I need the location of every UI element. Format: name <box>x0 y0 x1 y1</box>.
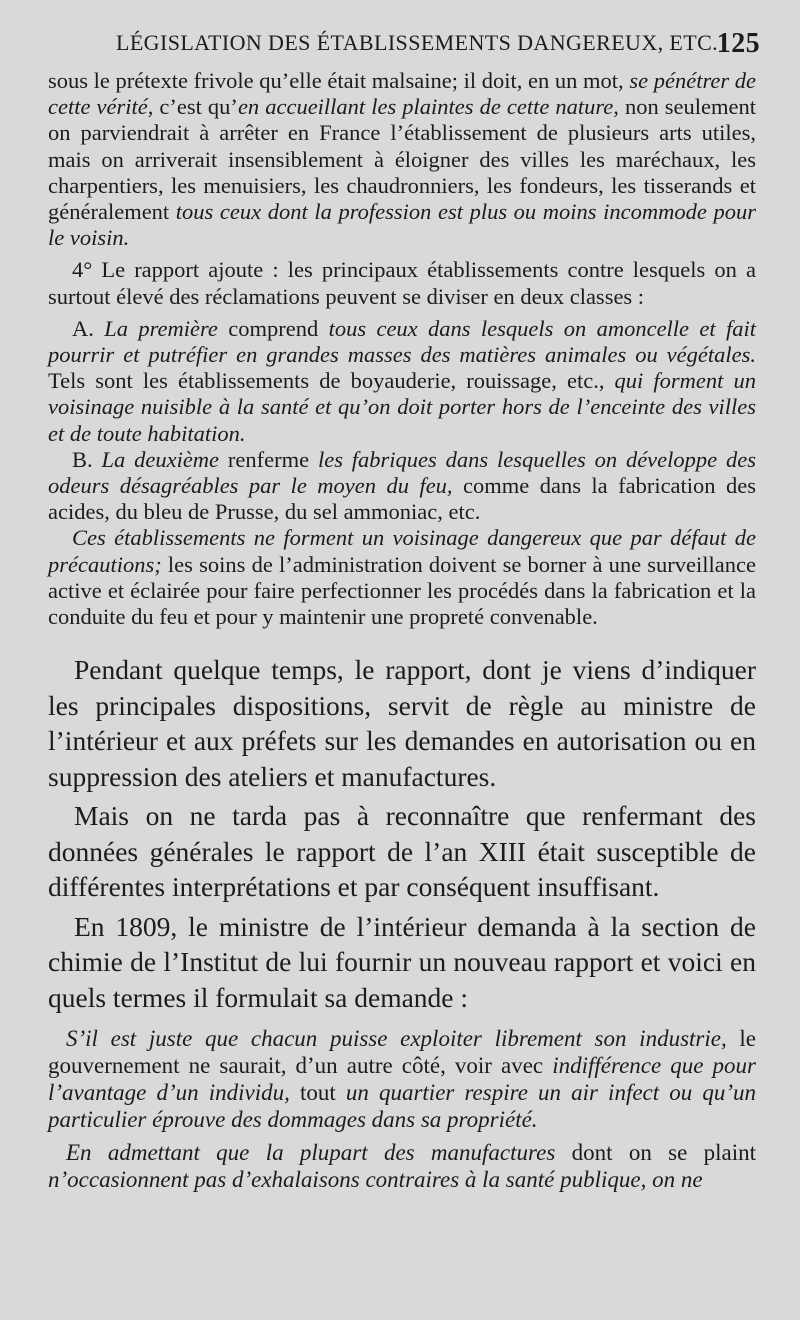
paragraph-rapport-regle: Pendant quelque temps, le rapport, dont je viens d’indiquer les principales dispositions, servit de règle au ministre de l’intérieur et aux préfets sur les demandes en autorisation ou en suppression des ateliers et manufactures. <box>48 654 756 792</box>
small-print-section <box>48 68 756 630</box>
paragraph-point-4: 4° Le rapport ajoute : les principaux établissements contre lesquels on a surtout élevé des réclamations peuvent se diviser en deux classes : <box>48 257 756 309</box>
page-number: 125 <box>716 28 760 59</box>
paragraph-quote-industrie: S’il est juste que chacun puisse exploiter librement son industrie, le gouvernement ne saurait, d’un autre côté, voir avec indifférence que pour l’avantage d’un individu, tout un quartier respire un air infect ou qu’un particulier éprouve des dommages dans sa propriété. <box>48 1026 757 1133</box>
running-header <box>116 30 760 66</box>
paragraph-quote-manufactures: En admettant que la plupart des manufactures dont on se plaint n’occasionnent pas d’exhalaisons contraires à la santé publique, on ne <box>48 1140 756 1193</box>
paragraph-continuation: sous le prétexte frivole qu’elle était malsaine; il doit, en un mot, se pénétrer de cette vérité, c’est qu’en accueillant les plaintes de cette nature, non seulement on parviendrait à arrêter en France l’établissement de plusieurs arts utiles, mais on arriverait insensiblement à éloigner des villes les maréchaux, les charpentiers, les menuisiers, les chaudronniers, les fondeurs, les tisserands et généralement tous ceux dont la profession est plus ou moins incommode pour le voisin. <box>48 68 757 251</box>
paragraph-class-b: B. La deuxième renferme les fabriques dans lesquelles on développe des odeurs désagréables par le moyen du feu, comme dans la fabrication des acides, du bleu de Prusse, du sel ammoniac, etc. <box>48 446 756 525</box>
paragraph-1809: En 1809, le ministre de l’intérieur demanda à la section de chimie de l’Institut de lui fournir un nouveau rapport et voici en quels termes il formulait sa demande : <box>48 910 756 1013</box>
quoted-request-section <box>48 1025 756 1193</box>
main-text-section <box>48 652 756 1015</box>
paragraph-insuffisant: Mais on ne tarda pas à reconnaître que renfermant des données générales le rapport de l’an XIII était susceptible de différentes interprétations et par conséquent insuffisant. <box>48 800 756 903</box>
paragraph-precautions: Ces établissements ne forment un voisinage dangereux que par défaut de précautions; les soins de l’administration doivent se borner à une surveillance active et éclairée pour faire perfectionner les procédés dans la fabrication et la conduite du feu et pour y maintenir une propreté convenable. <box>48 525 756 630</box>
running-title: LÉGISLATION DES ÉTABLISSEMENTS DANGEREUX, ETC. <box>116 30 719 55</box>
page-body <box>48 68 756 1193</box>
paragraph-class-a: A. La première comprend tous ceux dans lesquels on amoncelle et fait pourrir et putréfier en grandes masses des matières animales ou végétales. Tels sont les établissements de boyauderie, rouissage, etc., qui forment un voisinage nuisible à la santé et qu’on doit porter hors de l’enceinte des villes et de toute habitation. <box>48 315 756 446</box>
